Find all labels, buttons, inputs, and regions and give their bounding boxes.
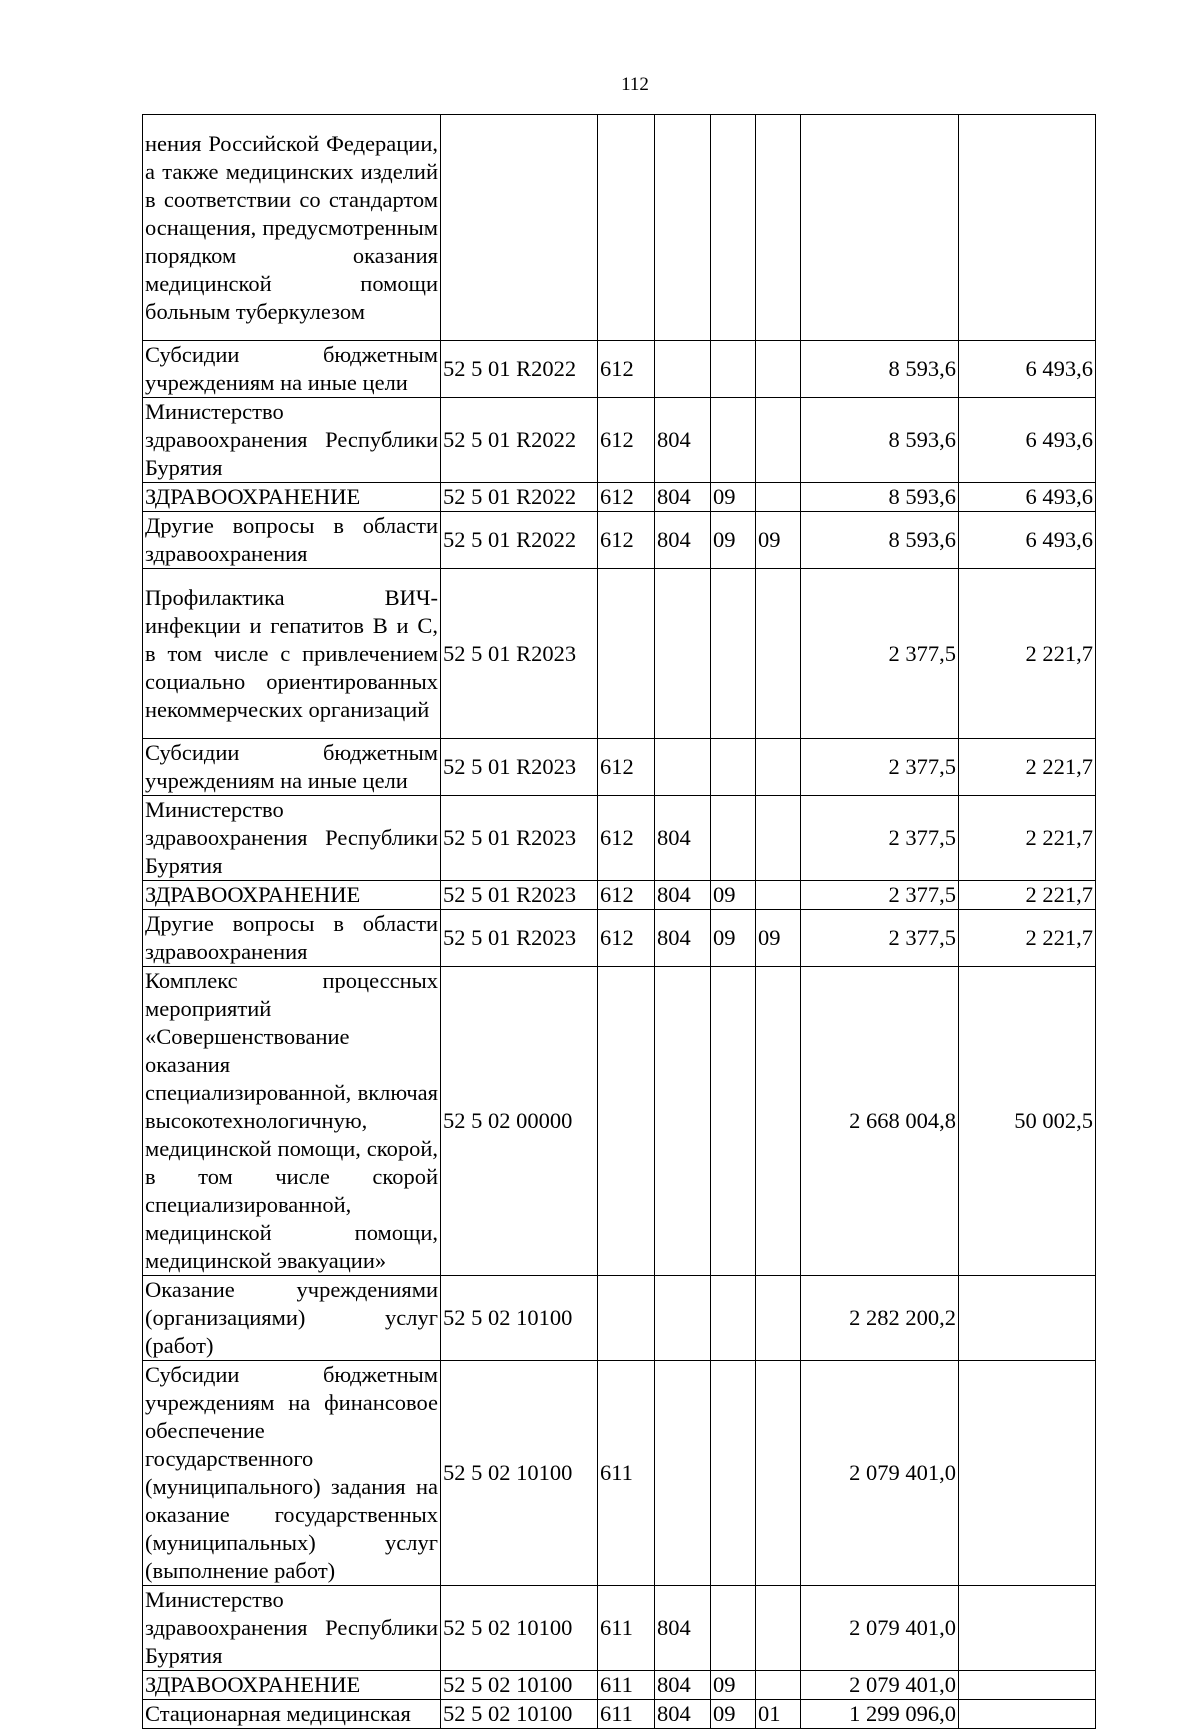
csr-code: 52 5 02 10100 xyxy=(441,1276,598,1361)
table-row xyxy=(143,569,1096,739)
vr-code: 611 xyxy=(598,1361,655,1586)
budget-table xyxy=(142,114,1096,1729)
rz-code xyxy=(711,967,756,1276)
table-row xyxy=(143,739,1096,796)
rz-code xyxy=(711,398,756,483)
pr-code: 01 xyxy=(756,1700,801,1729)
rz-code xyxy=(711,1276,756,1361)
pr-code: 09 xyxy=(756,910,801,967)
csr-code: 52 5 01 R2023 xyxy=(441,739,598,796)
pr-code xyxy=(756,881,801,910)
pr-code xyxy=(756,1276,801,1361)
table-row xyxy=(143,1361,1096,1586)
table-row xyxy=(143,1586,1096,1671)
grbs-code: 804 xyxy=(655,1700,711,1729)
row-name: Субсидии бюджетным учреждениям на финансовое обеспечение государственного (муниципального) задания на оказание государственных (муниципальных) услуг (выполнение работ) xyxy=(143,1361,441,1586)
csr-code: 52 5 01 R2022 xyxy=(441,483,598,512)
vr-code: 612 xyxy=(598,341,655,398)
sum-2: 6 493,6 xyxy=(959,512,1096,569)
pr-code xyxy=(756,739,801,796)
pr-code xyxy=(756,483,801,512)
sum-2: 6 493,6 xyxy=(959,398,1096,483)
vr-code: 612 xyxy=(598,881,655,910)
row-name: Оказание учреждениями (организациями) услуг (работ) xyxy=(143,1276,441,1361)
row-name: ЗДРАВООХРАНЕНИЕ xyxy=(143,881,441,910)
table-row xyxy=(143,1671,1096,1700)
table-row xyxy=(143,910,1096,967)
rz-code xyxy=(711,1586,756,1671)
sum-1: 1 299 096,0 xyxy=(801,1700,959,1729)
grbs-code: 804 xyxy=(655,910,711,967)
sum-1: 2 377,5 xyxy=(801,796,959,881)
sum-2 xyxy=(959,115,1096,341)
vr-code: 612 xyxy=(598,739,655,796)
rz-code: 09 xyxy=(711,512,756,569)
table-row xyxy=(143,967,1096,1276)
vr-code xyxy=(598,569,655,739)
rz-code: 09 xyxy=(711,910,756,967)
sum-2: 2 221,7 xyxy=(959,739,1096,796)
pr-code: 09 xyxy=(756,512,801,569)
sum-1: 2 377,5 xyxy=(801,881,959,910)
row-name: Профилактика ВИЧ-инфекции и гепатитов В и С, в том числе с привлечением социально ориентированных некоммерческих организаций xyxy=(143,569,441,739)
vr-code xyxy=(598,115,655,341)
pr-code xyxy=(756,115,801,341)
sum-1: 2 079 401,0 xyxy=(801,1586,959,1671)
sum-1: 8 593,6 xyxy=(801,512,959,569)
rz-code: 09 xyxy=(711,1700,756,1729)
vr-code: 612 xyxy=(598,512,655,569)
grbs-code: 804 xyxy=(655,881,711,910)
pr-code xyxy=(756,341,801,398)
sum-2: 2 221,7 xyxy=(959,796,1096,881)
rz-code xyxy=(711,796,756,881)
csr-code: 52 5 01 R2023 xyxy=(441,910,598,967)
csr-code: 52 5 02 10100 xyxy=(441,1671,598,1700)
sum-1 xyxy=(801,115,959,341)
vr-code: 612 xyxy=(598,483,655,512)
row-name: Министерство здравоохранения Республики Бурятия xyxy=(143,1586,441,1671)
grbs-code xyxy=(655,739,711,796)
row-name: Министерство здравоохранения Республики Бурятия xyxy=(143,796,441,881)
rz-code: 09 xyxy=(711,1671,756,1700)
sum-2: 6 493,6 xyxy=(959,341,1096,398)
vr-code xyxy=(598,967,655,1276)
grbs-code xyxy=(655,115,711,341)
pr-code xyxy=(756,398,801,483)
sum-2: 2 221,7 xyxy=(959,881,1096,910)
csr-code: 52 5 01 R2022 xyxy=(441,398,598,483)
grbs-code: 804 xyxy=(655,512,711,569)
grbs-code: 804 xyxy=(655,1671,711,1700)
row-name: нения Российской Федерации, а также медицинских изделий в соответствии со стандартом оснащения, предусмотренным порядком оказания медицинской помощи больным туберкулезом xyxy=(143,115,441,341)
vr-code: 612 xyxy=(598,398,655,483)
row-name: Субсидии бюджетным учреждениям на иные цели xyxy=(143,739,441,796)
rz-code xyxy=(711,569,756,739)
csr-code: 52 5 02 10100 xyxy=(441,1361,598,1586)
table-row xyxy=(143,341,1096,398)
pr-code xyxy=(756,967,801,1276)
csr-code: 52 5 01 R2023 xyxy=(441,796,598,881)
pr-code xyxy=(756,1671,801,1700)
sum-2 xyxy=(959,1671,1096,1700)
row-name: Комплекс процессных мероприятий «Совершенствование оказания специализированной, включая высокотехнологичную, медицинской помощи, скорой, в том числе скорой специализированной, медицинской помощи, медицинской эвакуации» xyxy=(143,967,441,1276)
csr-code: 52 5 01 R2023 xyxy=(441,569,598,739)
sum-1: 2 079 401,0 xyxy=(801,1361,959,1586)
sum-2 xyxy=(959,1361,1096,1586)
sum-1: 8 593,6 xyxy=(801,341,959,398)
sum-1: 2 377,5 xyxy=(801,739,959,796)
grbs-code: 804 xyxy=(655,398,711,483)
grbs-code: 804 xyxy=(655,483,711,512)
sum-1: 2 668 004,8 xyxy=(801,967,959,1276)
sum-2: 2 221,7 xyxy=(959,910,1096,967)
csr-code: 52 5 01 R2022 xyxy=(441,512,598,569)
pr-code xyxy=(756,1361,801,1586)
table-row xyxy=(143,398,1096,483)
table-row xyxy=(143,796,1096,881)
row-name: ЗДРАВООХРАНЕНИЕ xyxy=(143,1671,441,1700)
sum-1: 2 377,5 xyxy=(801,910,959,967)
page-number: 112 xyxy=(621,74,649,95)
rz-code xyxy=(711,1361,756,1586)
sum-1: 8 593,6 xyxy=(801,398,959,483)
rz-code xyxy=(711,115,756,341)
grbs-code xyxy=(655,341,711,398)
pr-code xyxy=(756,1586,801,1671)
vr-code: 612 xyxy=(598,796,655,881)
table-row xyxy=(143,512,1096,569)
csr-code: 52 5 02 10100 xyxy=(441,1700,598,1729)
csr-code: 52 5 02 10100 xyxy=(441,1586,598,1671)
rz-code xyxy=(711,341,756,398)
table-row xyxy=(143,483,1096,512)
sum-1: 2 079 401,0 xyxy=(801,1671,959,1700)
csr-code: 52 5 01 R2022 xyxy=(441,341,598,398)
sum-2 xyxy=(959,1276,1096,1361)
row-name: ЗДРАВООХРАНЕНИЕ xyxy=(143,483,441,512)
vr-code: 612 xyxy=(598,910,655,967)
row-name: Другие вопросы в области здравоохранения xyxy=(143,910,441,967)
pr-code xyxy=(756,569,801,739)
vr-code xyxy=(598,1276,655,1361)
vr-code: 611 xyxy=(598,1700,655,1729)
grbs-code xyxy=(655,569,711,739)
sum-2 xyxy=(959,1700,1096,1729)
grbs-code xyxy=(655,1361,711,1586)
vr-code: 611 xyxy=(598,1671,655,1700)
sum-1: 8 593,6 xyxy=(801,483,959,512)
table-row xyxy=(143,115,1096,341)
sum-1: 2 377,5 xyxy=(801,569,959,739)
grbs-code: 804 xyxy=(655,796,711,881)
table-row xyxy=(143,1700,1096,1729)
grbs-code xyxy=(655,967,711,1276)
csr-code xyxy=(441,115,598,341)
csr-code: 52 5 01 R2023 xyxy=(441,881,598,910)
rz-code: 09 xyxy=(711,483,756,512)
sum-2 xyxy=(959,1586,1096,1671)
vr-code: 611 xyxy=(598,1586,655,1671)
sum-2: 2 221,7 xyxy=(959,569,1096,739)
row-name: Стационарная медицинская xyxy=(143,1700,441,1729)
csr-code: 52 5 02 00000 xyxy=(441,967,598,1276)
pr-code xyxy=(756,796,801,881)
rz-code: 09 xyxy=(711,881,756,910)
sum-2: 6 493,6 xyxy=(959,483,1096,512)
sum-2: 50 002,5 xyxy=(959,967,1096,1276)
grbs-code xyxy=(655,1276,711,1361)
rz-code xyxy=(711,739,756,796)
table-row xyxy=(143,1276,1096,1361)
row-name: Другие вопросы в области здравоохранения xyxy=(143,512,441,569)
sum-1: 2 282 200,2 xyxy=(801,1276,959,1361)
table-row xyxy=(143,881,1096,910)
row-name: Министерство здравоохранения Республики Бурятия xyxy=(143,398,441,483)
row-name: Субсидии бюджетным учреждениям на иные цели xyxy=(143,341,441,398)
grbs-code: 804 xyxy=(655,1586,711,1671)
